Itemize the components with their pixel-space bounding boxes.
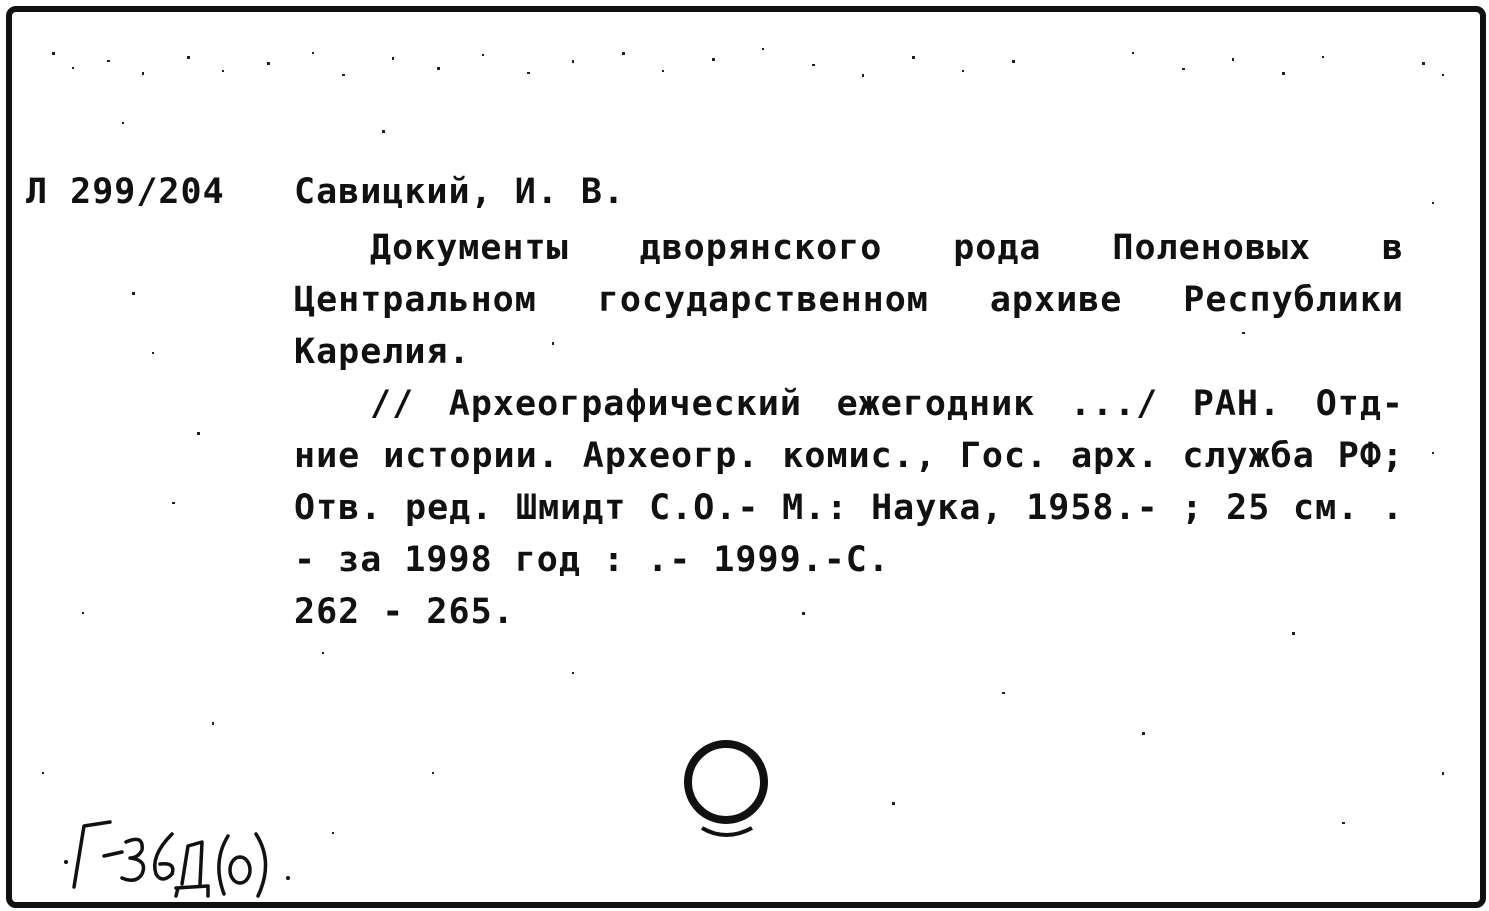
shelfmark: Л 299/204 bbox=[26, 172, 225, 212]
punch-hole-icon bbox=[680, 736, 776, 844]
author-heading: Савицкий, И. В. bbox=[294, 172, 626, 212]
bibliographic-entry bbox=[294, 222, 1404, 638]
catalog-card bbox=[6, 6, 1486, 908]
pages-line: 262 - 265. bbox=[294, 592, 515, 632]
source-paragraph: // Археографический ежегодник .../ РАН. Отд-ние истории. Археогр. комис., Гос. арх. служба РФ; Отв. ред. Шмидт С.О.- М.: Наука, 1958.- ; 25 см. . - за 1998 год : .- 1999.-С. bbox=[294, 384, 1404, 580]
handwritten-note bbox=[52, 812, 302, 902]
title-paragraph: Документы дворянского рода Поленовых в Центральном государственном архиве Республики Карелия. bbox=[294, 228, 1404, 372]
